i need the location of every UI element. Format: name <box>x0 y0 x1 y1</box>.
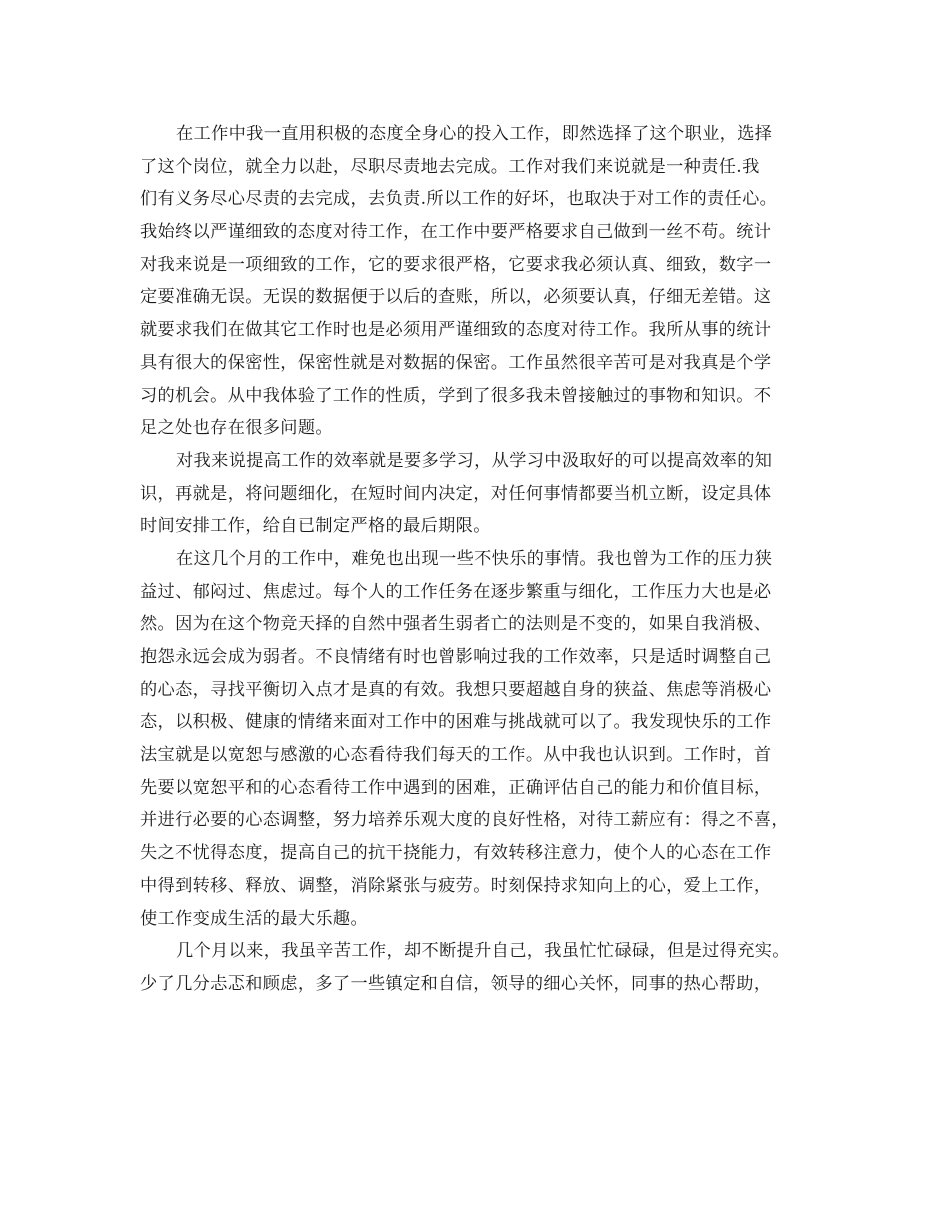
text-line: 了这个岗位，就全力以赴，尽职尽责地去完成。工作对我们来说就是一种责任.我 <box>140 156 760 177</box>
text-line: 的心态，寻找平衡切入点才是真的有效。我想只要超越自身的狭益、焦虑等消极心 <box>140 679 772 700</box>
text-line: 先要以宽恕平和的心态看待工作中遇到的困难，正确评估自己的能力和价值目标， <box>140 777 772 798</box>
text-line: 识，再就是，将问题细化，在短时间内决定，对任何事情都要当机立断，设定具体 <box>140 483 772 504</box>
text-line: 益过、郁闷过、焦虑过。每个人的工作任务在逐步繁重与细化，工作压力大也是必 <box>140 581 772 602</box>
paragraph-2 <box>140 445 830 543</box>
text-line: 我始终以严谨细致的态度对待工作，在工作中要严格要求自己做到一丝不苟。统计 <box>140 222 772 243</box>
text-line: 们有义务尽心尽责的去完成，去负责.所以工作的好坏，也取决于对工作的责任心。 <box>140 189 778 210</box>
text-line: 具有很大的保密性，保密性就是对数据的保密。工作虽然很辛苦可是对我真是个学 <box>140 352 772 373</box>
paragraph-3 <box>140 543 830 935</box>
paragraph-1 <box>140 118 830 445</box>
text-line: 习的机会。从中我体验了工作的性质，学到了很多我未曾接触过的事物和知识。不 <box>140 385 772 406</box>
paragraph-4 <box>140 935 830 1000</box>
text-line: 就要求我们在做其它工作时也是必须用严谨细致的态度对待工作。我所从事的统计 <box>140 320 772 341</box>
text-line: 在这几个月的工作中，难免也出现一些不快乐的事情。我也曾为工作的压力狭 <box>176 548 773 569</box>
document-page <box>140 118 830 1001</box>
text-line: 在工作中我一直用积极的态度全身心的投入工作，即然选择了这个职业，选择 <box>176 124 773 144</box>
text-line: 法宝就是以宽恕与感激的心态看待我们每天的工作。从中我也认识到。工作时，首 <box>140 745 772 766</box>
text-line: 定要准确无误。无误的数据便于以后的查账，所以，必须要认真，仔细无差错。这 <box>140 287 772 308</box>
text-line: 然。因为在这个物竞天择的自然中强者生弱者亡的法则是不变的，如果自我消极、 <box>140 614 772 635</box>
text-line: 时间安排工作，给自已制定严格的最后期限。 <box>140 516 491 537</box>
text-line: 中得到转移、释放、调整，消除紧张与疲劳。时刻保持求知向上的心，爱上工作， <box>140 875 772 896</box>
text-line: 并进行必要的心态调整，努力培养乐观大度的良好性格，对待工薪应有：得之不喜， <box>140 810 789 831</box>
text-line: 使工作变成生活的最大乐趣。 <box>140 908 368 929</box>
text-line: 足之处也存在很多问题。 <box>140 418 333 439</box>
text-line: 失之不忧得态度，提高自己的抗干挠能力，有效转移注意力，使个人的心态在工作 <box>140 843 772 864</box>
text-line: 对我来说是一项细致的工作，它的要求很严格，它要求我必须认真、细致，数字一 <box>140 254 772 275</box>
text-line: 少了几分忐忑和顾虑，多了一些镇定和自信，领导的细心关怀，同事的热心帮助， <box>140 973 772 994</box>
text-line: 对我来说提高工作的效率就是要多学习，从学习中汲取好的可以提高效率的知 <box>176 450 773 471</box>
text-line: 几个月以来，我虽辛苦工作，却不断提升自己，我虽忙忙碌碌，但是过得充实。 <box>176 941 790 962</box>
text-line: 抱怨永远会成为弱者。不良情绪有时也曾影响过我的工作效率，只是适时调整自己 <box>140 647 772 667</box>
text-line: 态，以积极、健康的情绪来面对工作中的困难与挑战就可以了。我发现快乐的工作 <box>140 712 772 733</box>
